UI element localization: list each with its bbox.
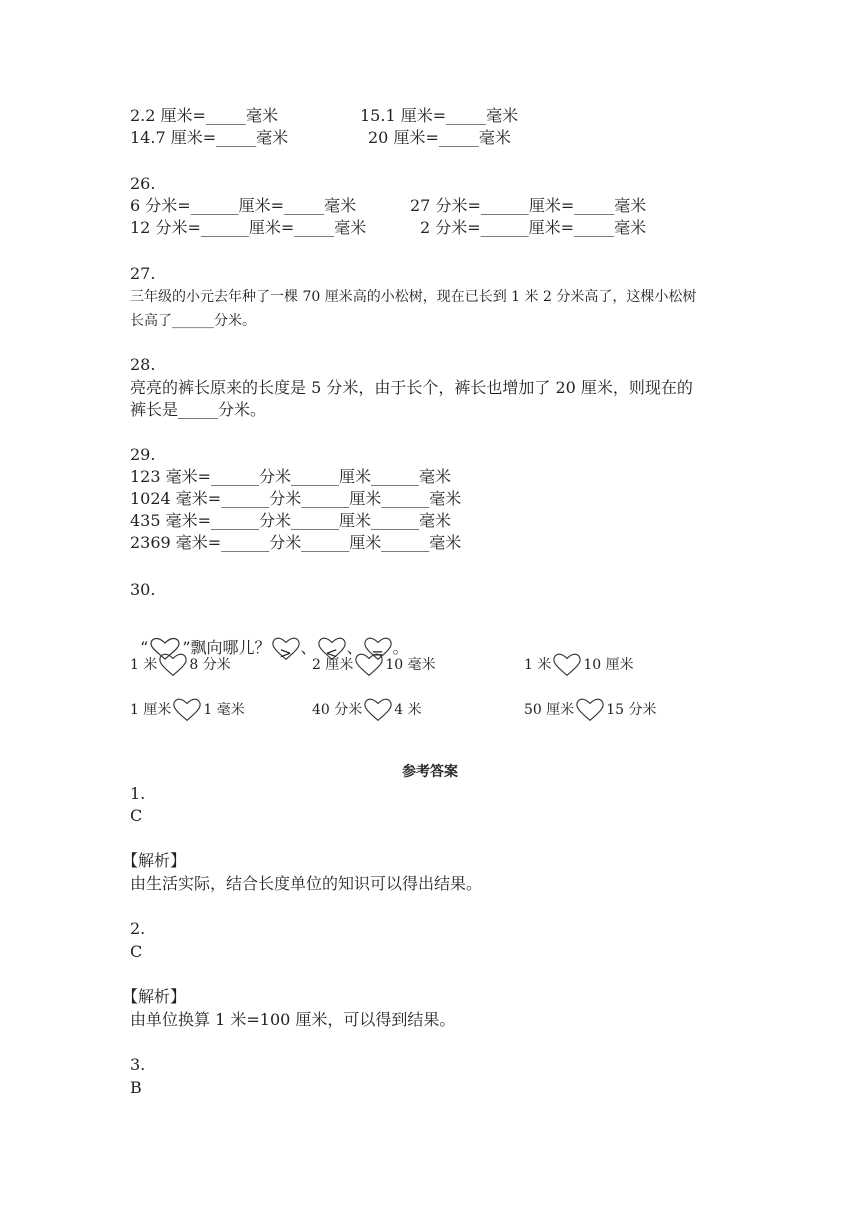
compare-right: 10 毫米 bbox=[385, 657, 436, 673]
answer-heart-icon[interactable] bbox=[363, 697, 393, 723]
q29-line-1: 123 毫米=______分米______厘米______毫米 bbox=[130, 467, 452, 486]
compare-item-6 bbox=[524, 697, 657, 723]
compare-right: 15 分米 bbox=[606, 702, 657, 718]
answer-2-choice: C bbox=[130, 942, 143, 961]
q30-number: 30. bbox=[130, 580, 156, 599]
q30-sep-1: 、 bbox=[300, 638, 317, 657]
answer-heart-icon[interactable] bbox=[158, 652, 188, 678]
answer-heart-icon[interactable] bbox=[552, 652, 582, 678]
compare-left: 50 厘米 bbox=[524, 702, 575, 718]
compare-left: 1 厘米 bbox=[130, 702, 172, 718]
less-than-symbol: < bbox=[325, 643, 338, 662]
q25-item-3: 14.7 厘米=_____毫米 bbox=[130, 128, 289, 147]
q27-number: 27. bbox=[130, 264, 156, 283]
compare-right: 8 分米 bbox=[189, 657, 231, 673]
answer-1-analysis-label: 【解析】 bbox=[122, 851, 187, 870]
compare-left: 1 米 bbox=[130, 657, 158, 673]
answer-1-choice: C bbox=[130, 806, 143, 825]
answers-title: 参考答案 bbox=[402, 764, 458, 780]
answer-3-number: 3. bbox=[130, 1055, 146, 1074]
compare-item-4 bbox=[130, 697, 245, 723]
q30-sep-2: 、 bbox=[346, 638, 363, 657]
answer-2-analysis-text: 由单位换算 1 米=100 厘米，可以得到结果。 bbox=[130, 1010, 456, 1029]
q27-text-line-2: 长高了______分米。 bbox=[130, 313, 256, 329]
q26-item-2: 27 分米=______厘米=_____毫米 bbox=[410, 196, 647, 215]
q25-item-2: 15.1 厘米=_____毫米 bbox=[360, 106, 519, 125]
answer-heart-icon[interactable] bbox=[575, 697, 605, 723]
q29-line-4: 2369 毫米=______分米______厘米______毫米 bbox=[130, 533, 462, 552]
q25-item-4: 20 厘米=_____毫米 bbox=[368, 128, 511, 147]
q26-item-4: 2 分米=______厘米=_____毫米 bbox=[420, 218, 647, 237]
compare-right: 4 米 bbox=[394, 702, 422, 718]
q26-item-1: 6 分米=______厘米=_____毫米 bbox=[130, 196, 357, 215]
q26-number: 26. bbox=[130, 174, 156, 193]
q25-item-1: 2.2 厘米=_____毫米 bbox=[130, 106, 278, 125]
q28-number: 28. bbox=[130, 355, 156, 374]
q29-line-3: 435 毫米=______分米______厘米______毫米 bbox=[130, 511, 452, 530]
q28-text-line-2: 裤长是_____分米。 bbox=[130, 400, 267, 419]
answer-2-number: 2. bbox=[130, 919, 146, 938]
answer-3-choice: B bbox=[130, 1078, 142, 1097]
answer-2-analysis-label: 【解析】 bbox=[122, 987, 187, 1006]
equals-symbol: = bbox=[371, 643, 384, 662]
q26-item-3: 12 分米=______厘米=_____毫米 bbox=[130, 218, 367, 237]
compare-left: 2 厘米 bbox=[312, 657, 354, 673]
compare-right: 10 厘米 bbox=[583, 657, 634, 673]
answer-1-number: 1. bbox=[130, 784, 146, 803]
answer-heart-icon[interactable] bbox=[172, 697, 202, 723]
compare-left: 1 米 bbox=[524, 657, 552, 673]
q27-text-line-1: 三年级的小元去年种了一棵 70 厘米高的小松树，现在已长到 1 米 2 分米高了，这棵小松树 bbox=[130, 289, 697, 305]
q30-open-quote: “ bbox=[140, 638, 149, 657]
q30-period: 。 bbox=[392, 638, 409, 657]
q30-question: ”飘向哪儿？ bbox=[182, 638, 271, 657]
q29-number: 29. bbox=[130, 445, 156, 464]
compare-left: 40 分米 bbox=[312, 702, 363, 718]
q29-line-2: 1024 毫米=______分米______厘米______毫米 bbox=[130, 489, 462, 508]
compare-item-5 bbox=[312, 697, 422, 723]
compare-item-2 bbox=[312, 652, 436, 678]
answer-heart-icon[interactable] bbox=[354, 652, 384, 678]
q28-text-line-1: 亮亮的裤长原来的长度是 5 分米，由于长个，裤长也增加了 20 厘米，则现在的 bbox=[130, 378, 693, 397]
greater-than-symbol: > bbox=[279, 643, 292, 662]
compare-right: 1 毫米 bbox=[203, 702, 245, 718]
answer-1-analysis-text: 由生活实际，结合长度单位的知识可以得出结果。 bbox=[130, 874, 483, 893]
compare-item-1 bbox=[130, 652, 231, 678]
compare-item-3 bbox=[524, 652, 634, 678]
heart-greater-than-icon bbox=[271, 636, 301, 662]
